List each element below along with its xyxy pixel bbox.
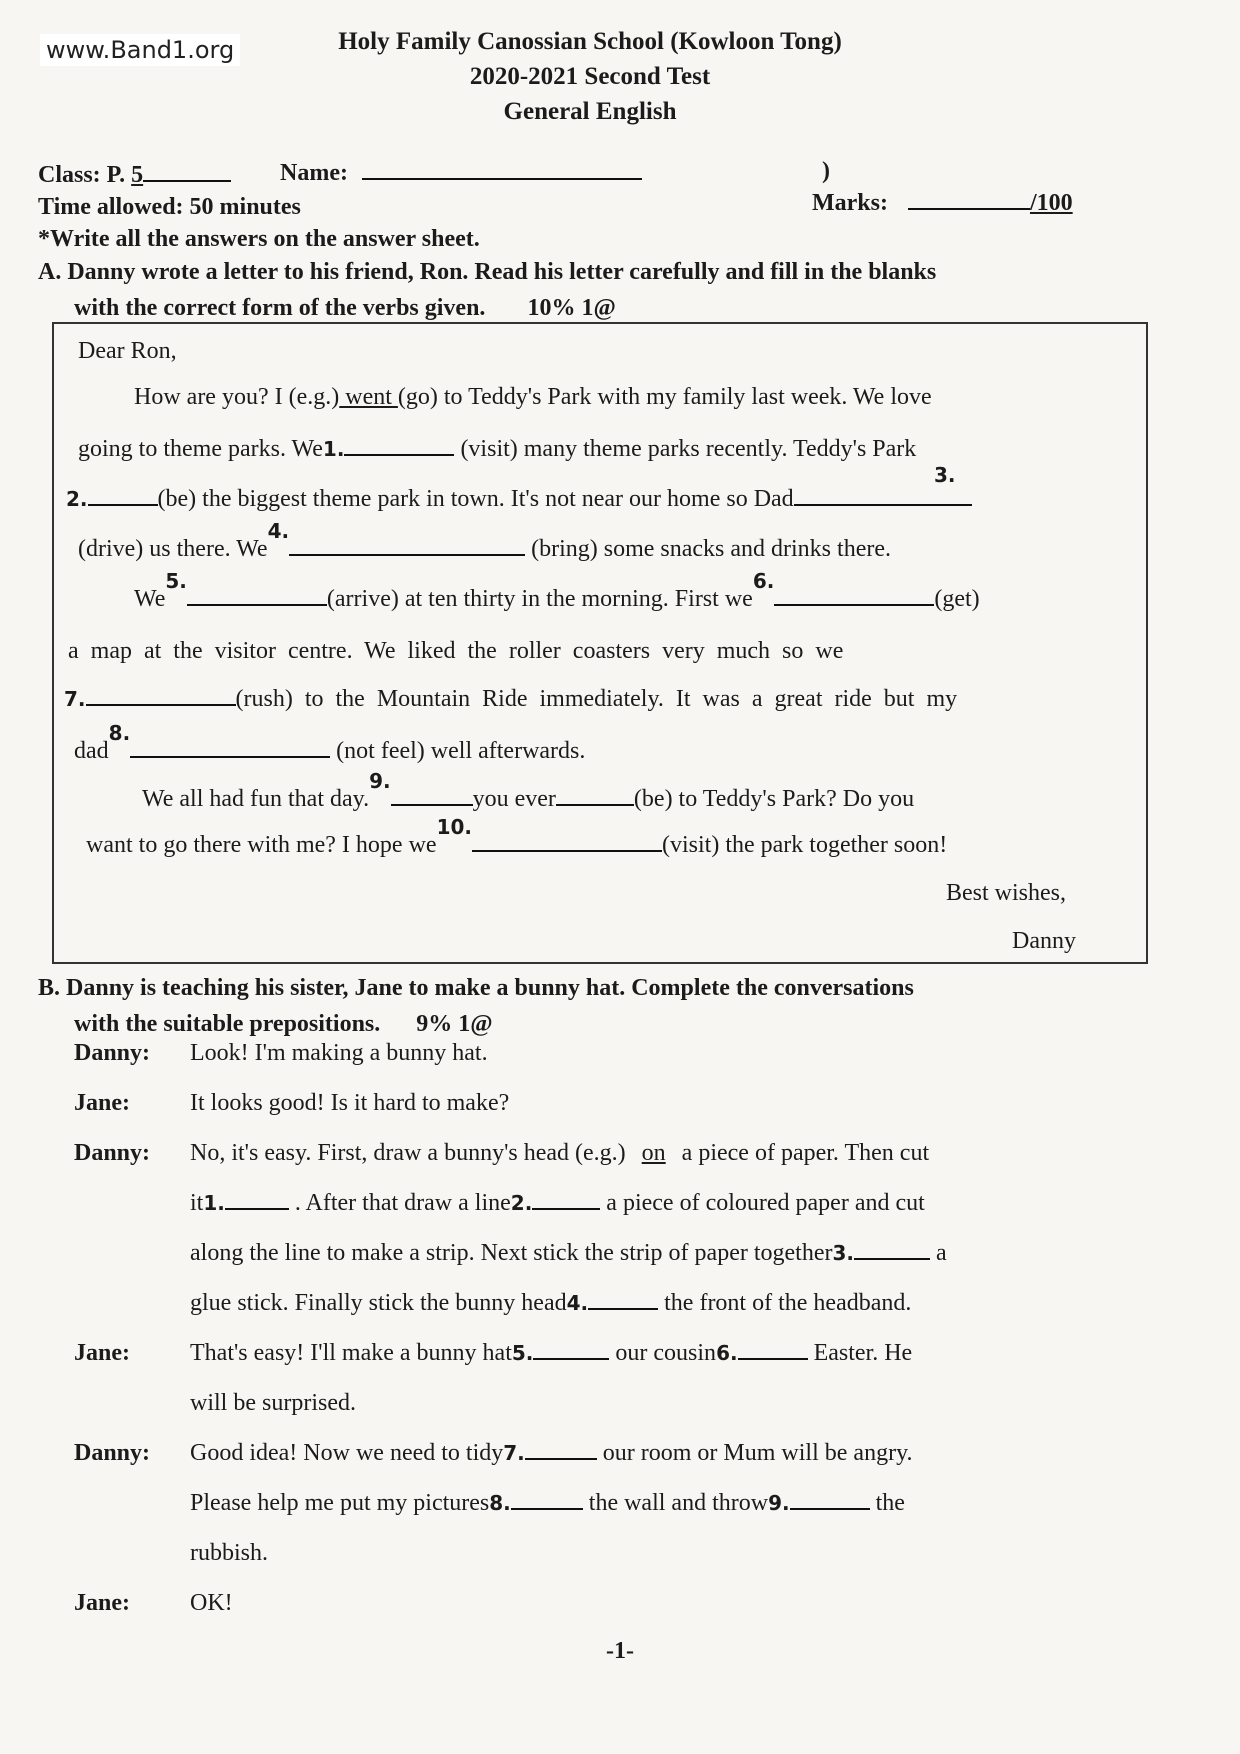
answer-blank-b4: [588, 1307, 658, 1310]
answer-blank-b3: [854, 1257, 930, 1260]
speaker-danny: Danny:: [74, 1040, 151, 1066]
paren: ): [822, 158, 830, 184]
blank-number: 6.: [716, 1341, 738, 1365]
speaker-jane: Jane:: [74, 1090, 130, 1116]
letter-line-6: a map at the visitor centre. We liked the roller coasters very much so we: [68, 638, 844, 664]
letter-line-2: [78, 436, 916, 463]
dialogue-text: it: [190, 1190, 204, 1216]
speaker-danny: Danny:: [74, 1440, 151, 1466]
dialogue-line: OK!: [190, 1590, 233, 1616]
blank-number: 4.: [267, 519, 290, 543]
dialogue-text: Easter. He: [813, 1340, 913, 1366]
blank-number: 1.: [322, 437, 345, 461]
school-name: Holy Family Canossian School (Kowloon Tong): [338, 28, 842, 55]
answer-blank-b2: [532, 1207, 600, 1210]
letter-text: We: [134, 586, 166, 612]
blank-number: 8.: [108, 721, 131, 745]
dialogue-line: [190, 1190, 925, 1217]
blank-number: 5.: [165, 569, 187, 593]
answer-blank-a9a: [391, 803, 473, 806]
letter-text: (rush) to the Mountain Ride immediately. It was a great ride but my: [235, 686, 958, 712]
blank-number-3: [934, 462, 956, 489]
dialogue-text: Please help me put my pictures: [190, 1490, 490, 1516]
answer-blank-b7: [525, 1457, 597, 1460]
dialogue-line: [190, 1490, 905, 1517]
answer-blank-a9b: [556, 803, 634, 806]
time-allowed: Time allowed: 50 minutes: [38, 194, 301, 220]
answer-blank-b6: [738, 1357, 808, 1360]
answer-blank-a10: [472, 849, 662, 852]
answer-blank-b5: [533, 1357, 609, 1360]
letter-text: How are you? I (e.g.): [134, 384, 340, 410]
example-answer: on: [641, 1140, 666, 1166]
section-b-letter: B.: [38, 975, 61, 1001]
instruction: *Write all the answers on the answer sheet.: [38, 226, 480, 252]
answer-blank-b1: [225, 1207, 289, 1210]
test-name: 2020-2021 Second Test: [469, 63, 711, 90]
exam-header: [200, 24, 980, 129]
answer-blank-a2: [88, 503, 158, 506]
section-b-title: [38, 970, 1138, 1042]
letter-line-9: [142, 769, 915, 813]
speaker-danny: Danny:: [74, 1140, 151, 1166]
marks-label: Marks:: [812, 190, 888, 216]
blank-number: 4.: [566, 1291, 589, 1315]
letter-text: (bring) some snacks and drinks there.: [525, 536, 891, 562]
letter-text: us there. We: [143, 536, 268, 562]
section-b-score: 9% 1@: [416, 1011, 493, 1037]
dialogue-text: a piece of paper. Then cut: [681, 1140, 930, 1166]
dialogue-line: [190, 1340, 912, 1367]
marks-blank: [908, 207, 1030, 210]
watermark: www.Band1.org: [40, 34, 240, 66]
letter-line-7: [64, 686, 957, 713]
dialogue-line: [190, 1440, 913, 1467]
blank-number: 2.: [66, 487, 88, 511]
blank-number: 7.: [503, 1441, 525, 1465]
dialogue-line: It looks good! Is it hard to make?: [190, 1090, 510, 1116]
speaker-jane: Jane:: [74, 1340, 130, 1366]
blank-number: 10.: [436, 815, 472, 839]
answer-blank-a7: [86, 703, 236, 706]
answer-blank-a3: [794, 503, 972, 506]
blank-number: 3.: [934, 463, 956, 487]
speaker-jane: Jane:: [74, 1590, 130, 1616]
dialogue-text: the front of the headband.: [664, 1290, 912, 1316]
letter-text: (go) to Teddy's Park with my family last week. We love: [397, 384, 932, 410]
class-blank: [143, 179, 231, 182]
dialogue-text: the wall and throw: [588, 1490, 769, 1516]
class-value: 5: [131, 162, 144, 188]
letter-text: (not feel) well afterwards.: [330, 738, 586, 764]
subject-name: General English: [503, 98, 677, 125]
dialogue-text: No, it's easy. First, draw a bunny's head (e.g.): [190, 1140, 626, 1166]
letter-text: dad: [74, 738, 109, 764]
letter-text: (visit) many theme parks recently. Teddy's Park: [454, 436, 917, 462]
blank-number: 9.: [768, 1491, 790, 1515]
page-number: -1-: [606, 1638, 634, 1664]
blank-number: 9.: [369, 769, 391, 793]
letter-text: want to go there with me? I hope we: [86, 832, 437, 858]
dialogue-text: the: [875, 1490, 905, 1516]
dialogue-text: along the line to make a strip. Next stick the strip of paper together: [190, 1240, 833, 1266]
letter-text: (be) to Teddy's Park? Do you: [633, 786, 915, 812]
section-a-title-line2: with the correct form of the verbs given.: [74, 295, 486, 321]
answer-blank-a1: [344, 453, 454, 456]
answer-blank-b8: [511, 1507, 583, 1510]
letter-text: you ever: [472, 786, 556, 812]
blank-number: 2.: [510, 1191, 533, 1215]
answer-blank-a8: [130, 755, 330, 758]
answer-blank-a4: [289, 553, 525, 556]
answer-blank-a5: [187, 603, 327, 606]
dialogue-text: Good idea! Now we need to tidy: [190, 1440, 504, 1466]
section-b-title-line1: Danny is teaching his sister, Jane to make a bunny hat. Complete the conversations: [66, 975, 914, 1001]
dialogue-text: a: [936, 1240, 947, 1266]
answer-blank-a6: [774, 603, 934, 606]
example-answer: went: [339, 384, 398, 410]
dialogue-line: [190, 1290, 911, 1317]
letter-line-5: [134, 569, 980, 613]
class-label: Class: P.: [38, 162, 126, 188]
letter-line-1: [134, 384, 932, 411]
dialogue-text: . After that draw a line: [294, 1190, 511, 1216]
dialogue-text: That's easy! I'll make a bunny hat: [190, 1340, 512, 1366]
section-a-title-line1: Danny wrote a letter to his friend, Ron. Read his letter carefully and fill in the blanks: [67, 259, 937, 285]
section-a-letter: A.: [38, 259, 62, 285]
section-a-title: [38, 254, 1138, 326]
section-a-score: 10% 1@: [527, 295, 616, 321]
name-field: [280, 160, 642, 187]
blank-number: 3.: [832, 1241, 854, 1265]
section-b-title-line2: with the suitable prepositions.: [74, 1011, 381, 1037]
letter-greeting: Dear Ron,: [78, 338, 177, 364]
letter-text: (be) the biggest theme park in town. It's not near our home so Dad: [157, 486, 794, 512]
dialogue-text: glue stick. Finally stick the bunny head: [190, 1290, 567, 1316]
blank-number: 1.: [203, 1191, 225, 1215]
letter-line-10: [86, 815, 948, 859]
dialogue-line: rubbish.: [190, 1540, 268, 1566]
blank-number: 5.: [511, 1341, 534, 1365]
letter-text: (arrive) at ten thirty in the morning. First we: [326, 586, 753, 612]
letter-text: (visit) the park together soon!: [662, 832, 948, 858]
blank-number: 6.: [752, 569, 775, 593]
letter-text: (get): [934, 586, 980, 612]
marks-total: /100: [1029, 190, 1073, 216]
letter-signature: Danny: [1012, 928, 1076, 954]
class-field: [38, 162, 231, 189]
dialogue-text: a piece of coloured paper and cut: [606, 1190, 925, 1216]
letter-line-8: [74, 721, 586, 765]
answer-blank-b9: [790, 1507, 870, 1510]
letter-closing: Best wishes,: [946, 880, 1066, 906]
name-label: Name:: [280, 160, 348, 186]
blank-number: 8.: [489, 1491, 511, 1515]
dialogue-text: our room or Mum will be angry.: [602, 1440, 913, 1466]
letter-text: We all had fun that day.: [142, 786, 370, 812]
name-blank: [362, 177, 642, 180]
dialogue-line: will be surprised.: [190, 1390, 356, 1416]
dialogue-line: [190, 1240, 947, 1267]
letter-text: going to theme parks. We: [78, 436, 323, 462]
letter-line-3: [66, 486, 972, 513]
dialogue-line: [190, 1140, 929, 1167]
letter-text: (drive): [78, 536, 144, 562]
letter-line-4: [78, 519, 891, 563]
dialogue-line: Look! I'm making a bunny hat.: [190, 1040, 488, 1066]
marks-field: [812, 190, 1073, 217]
blank-number: 7.: [64, 687, 86, 711]
dialogue-text: our cousin: [615, 1340, 717, 1366]
